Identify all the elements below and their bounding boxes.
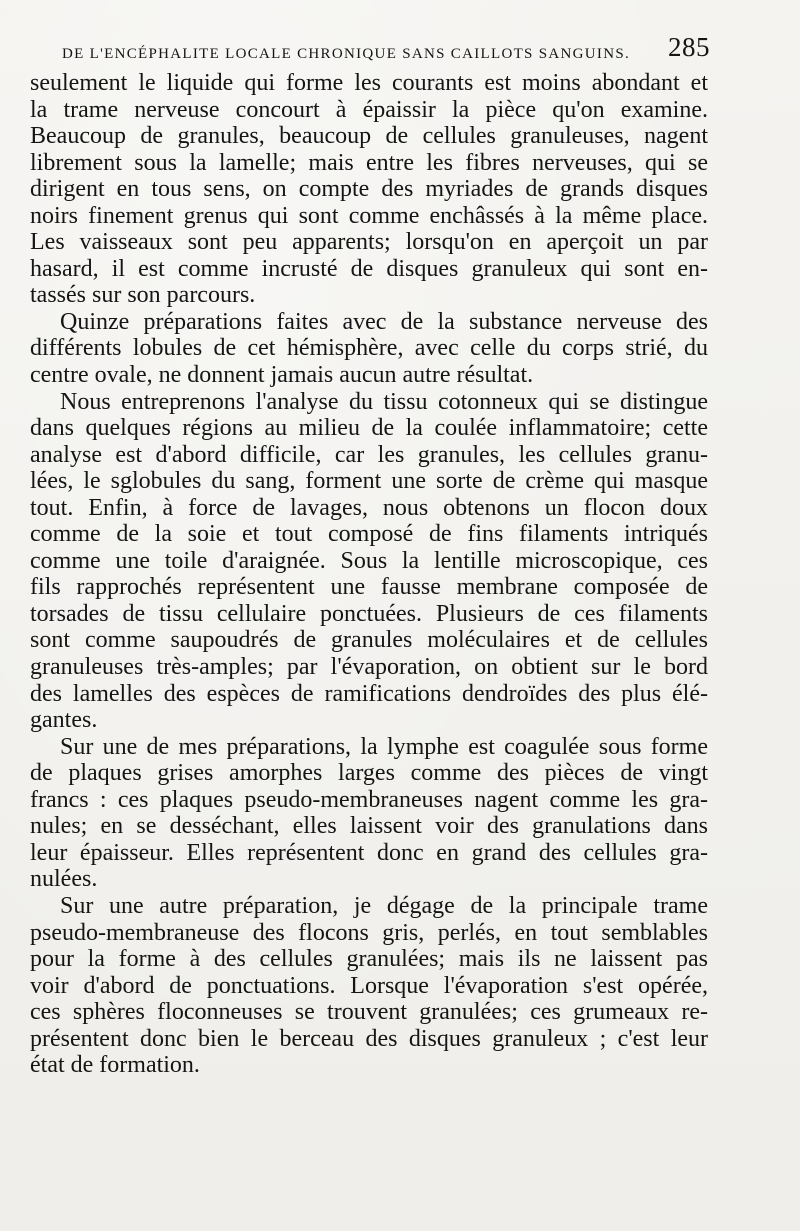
paragraph	[30, 70, 708, 309]
text-line: dirigent en tous sens, on compte des myriades de grands disques	[30, 176, 708, 203]
text-line: comme une toile d'araignée. Sous la lentille microscopique, ces	[30, 547, 708, 574]
text-line: seulement le liquide qui forme les courants est moins abondant et	[30, 70, 708, 96]
paragraph	[30, 734, 708, 893]
text-line: leur épaisseur. Elles représentent donc en grand des cellules gra-	[30, 839, 708, 866]
text-line: la trame nerveuse concourt à épaissir la pièce qu'on examine.	[30, 96, 708, 123]
text-line: Sur une autre préparation, je dégage de la principale trame	[60, 892, 708, 919]
text-line: nules; en se desséchant, elles laissent voir des granulations dans	[30, 813, 708, 840]
text-line: Quinze préparations faites avec de la substance nerveuse des	[60, 308, 708, 335]
text-line: ces sphères floconneuses se trouvent granulées; ces grumeaux re-	[30, 999, 708, 1026]
text-line: Sur une de mes préparations, la lymphe est coagulée sous forme	[60, 733, 708, 760]
text-line: fils rapprochés représentent une fausse membrane composée de	[30, 574, 708, 601]
text-line: torsades de tissu cellulaire ponctuées. Plusieurs de ces filaments	[30, 600, 708, 627]
text-line: francs : ces plaques pseudo-membraneuses nagent comme les gra-	[30, 786, 708, 813]
page-number: 285	[668, 32, 710, 62]
text-line: présentent donc bien le berceau des disques granuleux ; c'est leur	[30, 1025, 708, 1052]
text-line: tassés sur son parcours.	[30, 282, 256, 309]
text-line: comme de la soie et tout composé de fins filaments intriqués	[30, 521, 708, 548]
text-line: pseudo-membraneuse des flocons gris, perlés, en tout semblables	[30, 919, 708, 946]
text-line: librement sous la lamelle; mais entre les fibres nerveuses, qui se	[30, 149, 708, 176]
page-header	[62, 30, 708, 70]
text-line: de plaques grises amorphes larges comme des pièces de vingt	[30, 760, 708, 787]
text-line: Les vaisseaux sont peu apparents; lorsqu'on en aperçoit un par	[30, 229, 708, 256]
paragraph	[30, 309, 708, 389]
running-head: DE L'ENCÉPHALITE LOCALE CHRONIQUE SANS CAILLOTS SANGUINS.	[62, 46, 631, 62]
paragraph	[30, 893, 708, 1079]
text-line: gantes.	[30, 707, 98, 734]
text-line: tout. Enfin, à force de lavages, nous obtenons un flocon doux	[30, 494, 708, 521]
text-line: granuleuses très-amples; par l'évaporation, on obtient sur le bord	[30, 654, 708, 681]
text-line: noirs finement grenus qui sont comme enchâssés à la même place.	[30, 202, 708, 229]
text-line: analyse est d'abord difficile, car les granules, les cellules granu-	[30, 441, 708, 468]
text-line: centre ovale, ne donnent jamais aucun autre résultat.	[30, 362, 534, 389]
text-line: pour la forme à des cellules granulées; mais ils ne laissent pas	[30, 946, 708, 973]
text-line: sont comme saupoudrés de granules moléculaires et de cellules	[30, 627, 708, 654]
text-line: Beaucoup de granules, beaucoup de cellules granuleuses, nagent	[30, 123, 708, 150]
text-line: lées, le sglobules du sang, forment une sorte de crème qui masque	[30, 468, 708, 495]
text-line: dans quelques régions au milieu de la coulée inflammatoire; cette	[30, 415, 708, 442]
text-line: des lamelles des espèces de ramifications dendroïdes des plus élé-	[30, 680, 708, 707]
body-text	[30, 70, 708, 1079]
text-line: hasard, il est comme incrusté de disques granuleux qui sont en-	[30, 255, 708, 282]
text-line: voir d'abord de ponctuations. Lorsque l'évaporation s'est opérée,	[30, 972, 708, 999]
paragraph	[30, 389, 708, 734]
text-line: nulées.	[30, 866, 98, 893]
text-line: différents lobules de cet hémisphère, avec celle du corps strié, du	[30, 335, 708, 362]
text-line: Nous entreprenons l'analyse du tissu cotonneux qui se distingue	[60, 388, 708, 415]
text-line: état de formation.	[30, 1052, 200, 1079]
